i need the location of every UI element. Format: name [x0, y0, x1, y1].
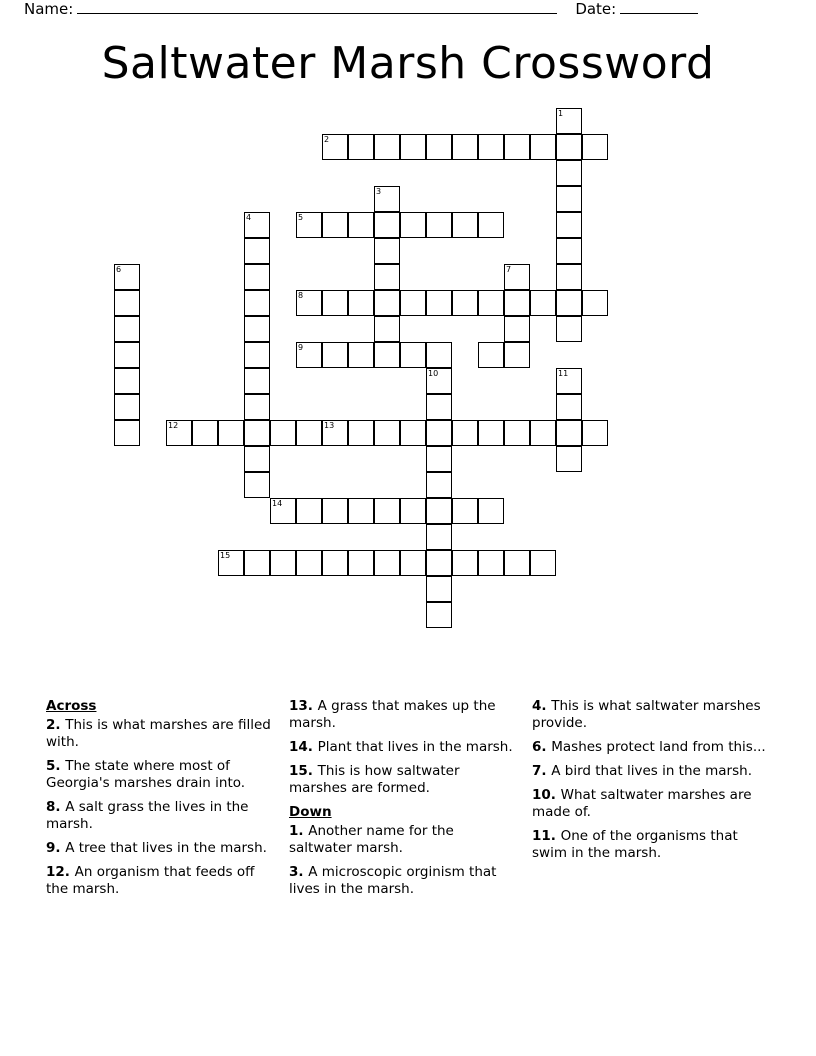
down-clue	[289, 864, 519, 898]
clues-column-3	[532, 698, 770, 869]
grid-cell[interactable]	[426, 498, 452, 524]
grid-cell[interactable]	[244, 420, 270, 446]
grid-cell[interactable]	[114, 342, 140, 368]
grid-cell[interactable]	[452, 498, 478, 524]
grid-cell[interactable]	[556, 446, 582, 472]
down-clue	[532, 739, 770, 756]
down-clue	[289, 823, 519, 857]
grid-cell[interactable]	[244, 316, 270, 342]
down-clue	[532, 787, 770, 821]
clue-number: 6.	[532, 739, 552, 755]
grid-cell[interactable]	[400, 550, 426, 576]
grid-cell[interactable]	[114, 368, 140, 394]
grid-cell[interactable]	[504, 290, 530, 316]
grid-cell[interactable]	[244, 290, 270, 316]
grid-cell[interactable]	[504, 316, 530, 342]
grid-cell[interactable]	[400, 342, 426, 368]
grid-cell[interactable]	[478, 498, 504, 524]
grid-cell[interactable]	[556, 316, 582, 342]
grid-cell[interactable]	[374, 186, 400, 212]
grid-cell[interactable]	[296, 498, 322, 524]
grid-cell[interactable]	[426, 576, 452, 602]
grid-cell[interactable]	[374, 316, 400, 342]
grid-cell-number: 2	[324, 135, 330, 144]
grid-cell[interactable]	[348, 498, 374, 524]
grid-cell[interactable]	[452, 290, 478, 316]
grid-cell[interactable]	[244, 394, 270, 420]
clue-number: 1.	[289, 823, 309, 839]
clue-number: 5.	[46, 758, 66, 774]
grid-cell[interactable]	[426, 342, 452, 368]
grid-cell[interactable]	[166, 420, 192, 446]
grid-cell-number: 1	[558, 109, 564, 118]
grid-cell[interactable]	[556, 420, 582, 446]
grid-cell[interactable]	[556, 134, 582, 160]
grid-cell[interactable]	[426, 212, 452, 238]
grid-cell[interactable]	[556, 290, 582, 316]
across-clue	[46, 840, 276, 857]
grid-cell[interactable]	[374, 134, 400, 160]
grid-cell[interactable]	[114, 290, 140, 316]
grid-cell[interactable]	[244, 238, 270, 264]
grid-cell-number: 3	[376, 187, 382, 196]
grid-cell-number: 6	[116, 265, 122, 274]
across-clues-part1	[46, 717, 276, 898]
grid-cell[interactable]	[400, 290, 426, 316]
grid-cell[interactable]	[244, 550, 270, 576]
grid-cell[interactable]	[296, 550, 322, 576]
grid-cell[interactable]	[478, 420, 504, 446]
grid-cell-number: 8	[298, 291, 304, 300]
grid-cell[interactable]	[374, 342, 400, 368]
grid-cell[interactable]	[426, 524, 452, 550]
grid-cell[interactable]	[322, 342, 348, 368]
grid-cell[interactable]	[374, 238, 400, 264]
clue-text: An organism that feeds off the marsh.	[46, 864, 255, 897]
grid-cell[interactable]	[114, 394, 140, 420]
grid-cell[interactable]	[478, 134, 504, 160]
grid-cell[interactable]	[296, 342, 322, 368]
grid-cell[interactable]	[582, 420, 608, 446]
grid-cell[interactable]	[374, 264, 400, 290]
grid-cell-number: 11	[558, 369, 569, 378]
grid-cell-number: 12	[168, 421, 179, 430]
down-clue	[532, 763, 770, 780]
grid-cell[interactable]	[426, 420, 452, 446]
grid-cell[interactable]	[478, 550, 504, 576]
clue-number: 2.	[46, 717, 66, 733]
grid-cell[interactable]	[400, 498, 426, 524]
grid-cell[interactable]	[478, 290, 504, 316]
grid-cell[interactable]	[244, 342, 270, 368]
grid-cell-number: 7	[506, 265, 512, 274]
grid-cell[interactable]	[504, 550, 530, 576]
grid-cell[interactable]	[426, 134, 452, 160]
grid-cell[interactable]	[504, 264, 530, 290]
grid-cell[interactable]	[400, 212, 426, 238]
grid-cell[interactable]	[296, 290, 322, 316]
clue-number: 11.	[532, 828, 561, 844]
grid-cell[interactable]	[348, 134, 374, 160]
clue-number: 9.	[46, 840, 66, 856]
grid-cell[interactable]	[322, 134, 348, 160]
grid-cell[interactable]	[270, 550, 296, 576]
clue-number: 13.	[289, 698, 318, 714]
grid-cell[interactable]	[556, 212, 582, 238]
clue-text: This is what marshes are filled with.	[46, 717, 271, 750]
clue-text: A tree that lives in the marsh.	[65, 840, 267, 856]
grid-cell[interactable]	[556, 368, 582, 394]
across-clues-part2	[289, 698, 519, 797]
grid-cell[interactable]	[244, 368, 270, 394]
clue-number: 14.	[289, 739, 318, 755]
date-label: Date:	[575, 0, 617, 18]
grid-cell[interactable]	[452, 212, 478, 238]
grid-cell[interactable]	[452, 550, 478, 576]
down-clue	[532, 698, 770, 732]
clue-text: What saltwater marshes are made of.	[532, 787, 752, 820]
clue-text: A microscopic orginism that lives in the marsh.	[289, 864, 497, 897]
crossword-grid[interactable]	[0, 104, 816, 694]
grid-cell[interactable]	[374, 550, 400, 576]
clue-text: Another name for the saltwater marsh.	[289, 823, 454, 856]
grid-cell[interactable]	[322, 550, 348, 576]
grid-cell[interactable]	[556, 264, 582, 290]
clue-number: 10.	[532, 787, 561, 803]
grid-cell[interactable]	[426, 394, 452, 420]
grid-cell[interactable]	[556, 394, 582, 420]
clue-text: A grass that makes up the marsh.	[289, 698, 496, 731]
clues-column-1	[46, 698, 276, 905]
clue-number: 3.	[289, 864, 309, 880]
grid-cell[interactable]	[582, 290, 608, 316]
clue-text: The state where most of Georgia's marshes drain into.	[46, 758, 246, 791]
clue-number: 7.	[532, 763, 552, 779]
grid-cell[interactable]	[504, 342, 530, 368]
grid-cell[interactable]	[530, 420, 556, 446]
grid-cell[interactable]	[556, 108, 582, 134]
grid-cell[interactable]	[244, 472, 270, 498]
grid-cell[interactable]	[556, 186, 582, 212]
clue-text: One of the organisms that swim in the marsh.	[532, 828, 738, 861]
grid-cell[interactable]	[530, 134, 556, 160]
clue-number: 12.	[46, 864, 75, 880]
grid-cell[interactable]	[452, 134, 478, 160]
clue-text: A bird that lives in the marsh.	[551, 763, 752, 779]
down-clues-part2	[532, 698, 770, 862]
grid-cell[interactable]	[114, 420, 140, 446]
page-title: Saltwater Marsh Crossword	[101, 38, 715, 89]
name-label: Name:	[24, 0, 74, 18]
grid-cell[interactable]	[374, 498, 400, 524]
grid-cell[interactable]	[504, 134, 530, 160]
grid-cell[interactable]	[348, 342, 374, 368]
clue-text: This is what saltwater marshes provide.	[532, 698, 761, 731]
grid-cell[interactable]	[426, 472, 452, 498]
grid-cell[interactable]	[218, 420, 244, 446]
grid-cell[interactable]	[114, 264, 140, 290]
across-clue	[46, 864, 276, 898]
grid-cell-number: 4	[246, 213, 252, 222]
grid-cell[interactable]	[452, 420, 478, 446]
grid-cell-number: 5	[298, 213, 304, 222]
date-write-line[interactable]	[620, 0, 698, 14]
grid-cell[interactable]	[348, 290, 374, 316]
across-clue	[46, 758, 276, 792]
grid-cell[interactable]	[296, 420, 322, 446]
grid-cell-number: 15	[220, 551, 231, 560]
clues-area	[46, 698, 770, 948]
grid-cell[interactable]	[478, 212, 504, 238]
clue-number: 4.	[532, 698, 552, 714]
grid-cell[interactable]	[556, 238, 582, 264]
grid-cell[interactable]	[426, 368, 452, 394]
clue-text: A salt grass the lives in the marsh.	[46, 799, 249, 832]
across-clue	[289, 698, 519, 732]
grid-cell[interactable]	[322, 420, 348, 446]
grid-cell[interactable]	[322, 498, 348, 524]
clue-text: This is how saltwater marshes are formed.	[289, 763, 460, 796]
grid-cell[interactable]	[348, 550, 374, 576]
grid-cell[interactable]	[374, 212, 400, 238]
grid-cell[interactable]	[244, 446, 270, 472]
grid-cell[interactable]	[400, 420, 426, 446]
grid-cell[interactable]	[478, 342, 504, 368]
grid-cell[interactable]	[400, 134, 426, 160]
name-write-line[interactable]	[77, 0, 557, 14]
grid-cell[interactable]	[530, 290, 556, 316]
down-clues-part1	[289, 823, 519, 898]
grid-cell[interactable]	[244, 264, 270, 290]
across-heading: Across	[46, 698, 97, 714]
grid-cell[interactable]	[244, 212, 270, 238]
grid-cell[interactable]	[348, 212, 374, 238]
grid-cell-number: 9	[298, 343, 304, 352]
across-clue	[46, 799, 276, 833]
grid-cell[interactable]	[218, 550, 244, 576]
grid-cell[interactable]	[348, 420, 374, 446]
clue-number: 15.	[289, 763, 318, 779]
grid-cell[interactable]	[270, 498, 296, 524]
across-clue	[46, 717, 276, 751]
down-heading: Down	[289, 804, 332, 820]
grid-cell[interactable]	[582, 134, 608, 160]
grid-cell[interactable]	[556, 160, 582, 186]
grid-cell[interactable]	[322, 212, 348, 238]
grid-cell[interactable]	[374, 420, 400, 446]
grid-cell[interactable]	[270, 420, 296, 446]
clue-text: Plant that lives in the marsh.	[317, 739, 513, 755]
grid-cell[interactable]	[426, 290, 452, 316]
grid-cell[interactable]	[114, 316, 140, 342]
clues-column-2	[289, 698, 519, 905]
clue-text: Mashes protect land from this...	[551, 739, 766, 755]
clue-number: 8.	[46, 799, 66, 815]
grid-cell-number: 14	[272, 499, 283, 508]
grid-cell-number: 10	[428, 369, 439, 378]
grid-cell[interactable]	[530, 550, 556, 576]
grid-cell-number: 13	[324, 421, 335, 430]
grid-cell[interactable]	[426, 602, 452, 628]
across-clue	[289, 763, 519, 797]
grid-cell[interactable]	[426, 550, 452, 576]
grid-cell[interactable]	[426, 446, 452, 472]
grid-cell[interactable]	[192, 420, 218, 446]
grid-cell[interactable]	[504, 420, 530, 446]
name-date-row	[24, 0, 792, 26]
grid-cell[interactable]	[322, 290, 348, 316]
across-clue	[289, 739, 519, 756]
down-clue	[532, 828, 770, 862]
grid-cell[interactable]	[296, 212, 322, 238]
grid-cell[interactable]	[374, 290, 400, 316]
